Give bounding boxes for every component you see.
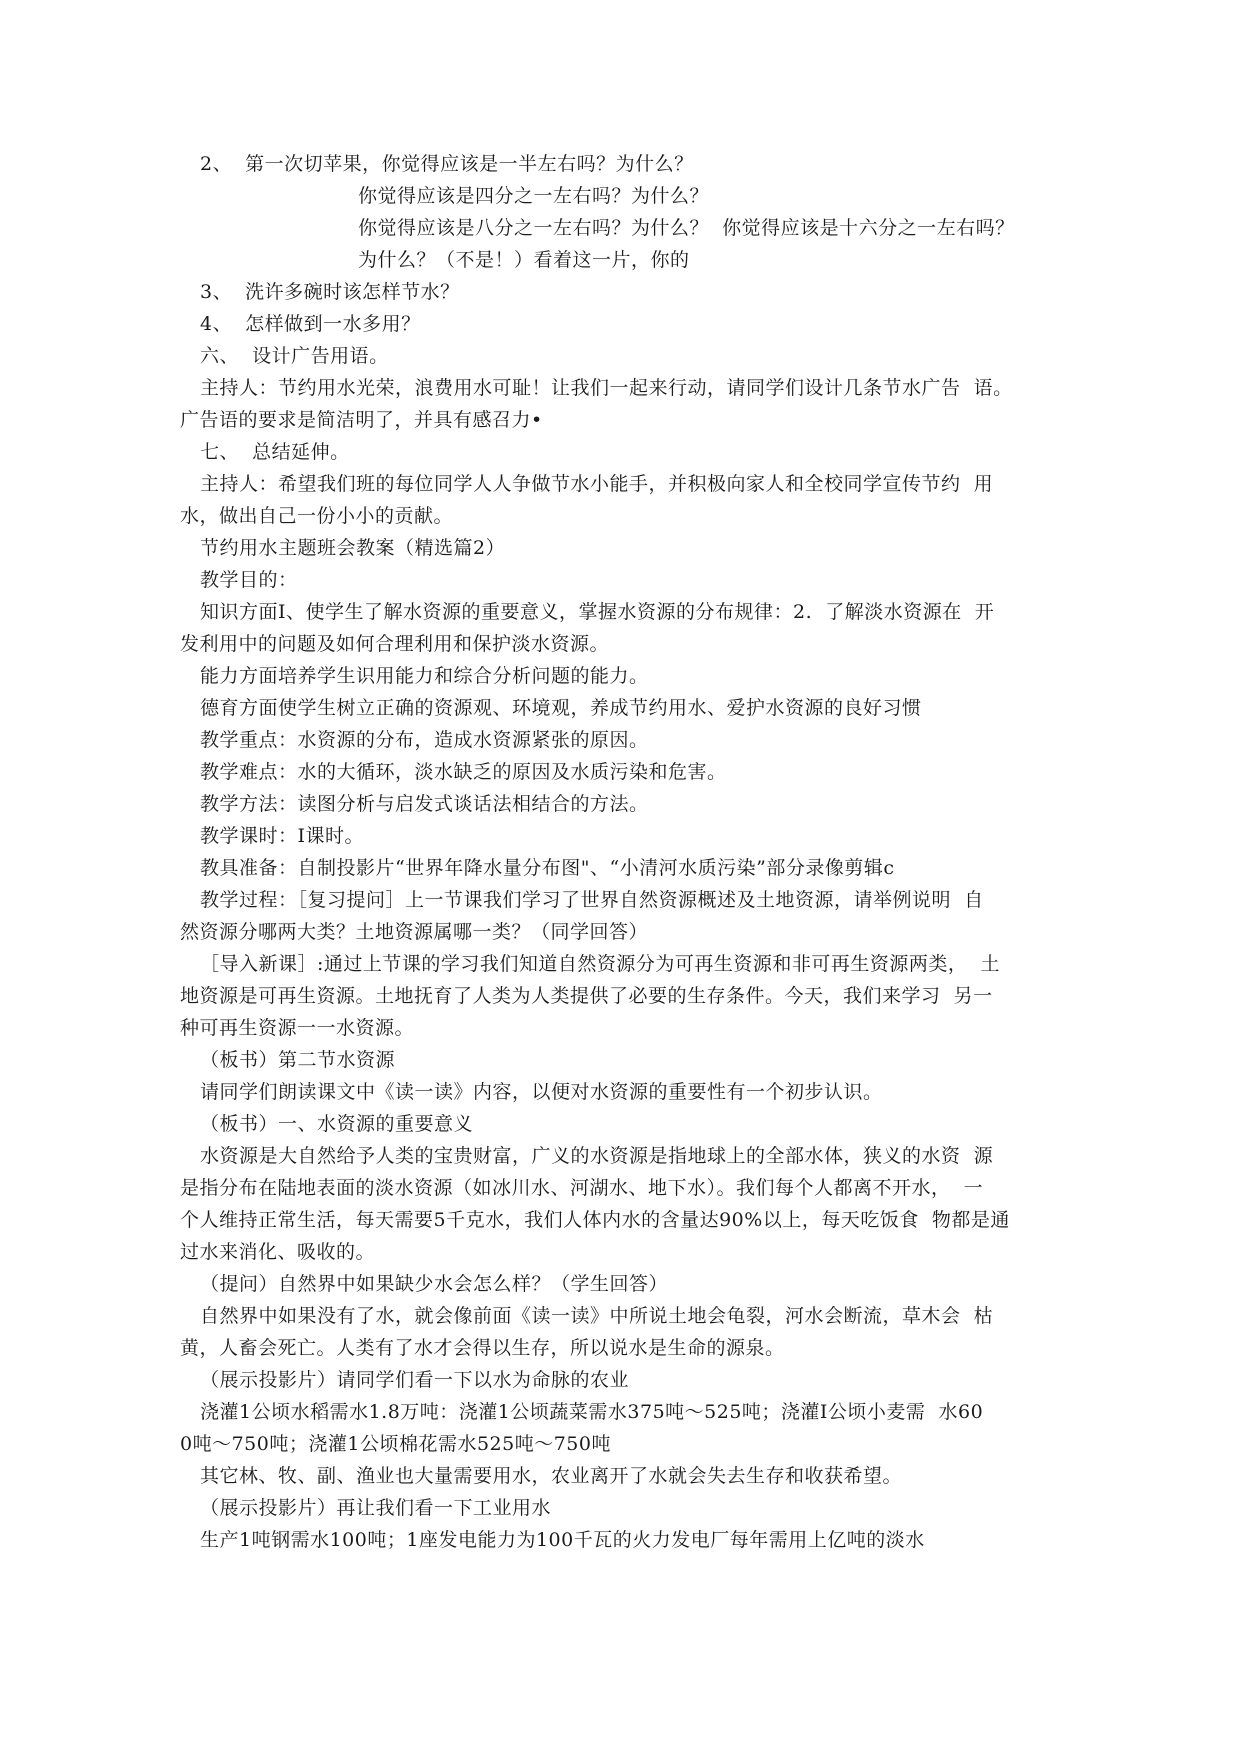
paragraph-line: 其它林、牧、副、渔业也大量需要用水，农业离开了水就会失去生存和收获希望。 bbox=[200, 1465, 903, 1487]
paragraph-line: 是指分布在陆地表面的淡水资源（如冰川水、河湖水、地下水）。我们每个人都离不开水， 一 bbox=[180, 1177, 984, 1199]
paragraph-line: 个人维持正常生活，每天需要5千克水，我们人体内水的含量达90%以上，每天吃饭食 物都是通 bbox=[180, 1209, 1010, 1231]
paragraph-line: 教学课时：I课时。 bbox=[200, 825, 365, 847]
paragraph-line: 能力方面培养学生识用能力和综合分析问题的能力。 bbox=[200, 665, 649, 687]
paragraph-line: 教具准备：自制投影片“世界年降水量分布图"、“小清河水质污染”部分录像剪辑c bbox=[200, 857, 895, 879]
paragraph-line: 种可再生资源一一水资源。 bbox=[180, 1017, 415, 1039]
paragraph-line: 教学目的： bbox=[200, 569, 298, 591]
paragraph-line: ［导入新课］:通过上节课的学习我们知道自然资源分为可再生资源和非可再生资源两类， 土 bbox=[200, 953, 1000, 975]
paragraph-line: 过水来消化、吸收的。 bbox=[180, 1241, 376, 1263]
paragraph-line: 发利用中的问题及如何合理利用和保护淡水资源。 bbox=[180, 633, 610, 655]
section-heading-7: 七、 总结延伸。 bbox=[200, 441, 350, 463]
lesson-title: 节约用水主题班会教案（精选篇2） bbox=[200, 537, 506, 559]
paragraph-line: 主持人：节约用水光荣，浪费用水可耻！让我们一起来行动，请同学们设计几条节水广告 语。 bbox=[200, 377, 1013, 399]
board-note: （板书）第二节水资源 bbox=[200, 1049, 396, 1071]
paragraph-line: 然资源分哪两大类？土地资源属哪一类？（同学回答） bbox=[180, 921, 649, 943]
paragraph-line: 教学方法：读图分析与启发式谈话法相结合的方法。 bbox=[200, 793, 649, 815]
paragraph-line: 教学难点：水的大循环，淡水缺乏的原因及水质污染和危害。 bbox=[200, 761, 727, 783]
paragraph-line: 水资源是大自然给予人类的宝贵财富，广义的水资源是指地球上的全部水体，狭义的水资 源 bbox=[200, 1145, 994, 1167]
paragraph-line: 自然界中如果没有了水，就会像前面《读一读》中所说土地会龟裂，河水会断流，草木会 枯 bbox=[200, 1305, 994, 1327]
paragraph-line: 广告语的要求是简洁明了，并具有感召力• bbox=[180, 409, 543, 431]
paragraph-line: 地资源是可再生资源。土地抚育了人类为人类提供了必要的生存条件。今天，我们来学习 另一 bbox=[180, 985, 993, 1007]
question-line: 为什么？（不是！）看着这一片，你的 bbox=[358, 249, 690, 271]
section-heading-6: 六、 设计广告用语。 bbox=[200, 345, 389, 367]
question-line: 你觉得应该是四分之一左右吗？为什么？ bbox=[358, 185, 710, 207]
paragraph-line: 浇灌1公顷水稻需水1.8万吨：浇灌1公顷蔬菜需水375吨～525吨；浇灌I公顷小麦需 水60 bbox=[200, 1401, 984, 1423]
list-item-4: 4、 怎样做到一水多用？ bbox=[200, 313, 421, 335]
paragraph-line: 主持人：希望我们班的每位同学人人争做节水小能手，并积极向家人和全校同学宣传节约 用 bbox=[200, 473, 994, 495]
paragraph-line: 0吨～750吨；浇灌1公顷棉花需水525吨～750吨 bbox=[180, 1433, 611, 1455]
board-note: （板书）一、水资源的重要意义 bbox=[200, 1113, 474, 1135]
paragraph-line: 生产1吨钢需水100吨；1座发电能力为100千瓦的火力发电厂每年需用上亿吨的淡水 bbox=[200, 1529, 925, 1551]
question-line: 你觉得应该是八分之一左右吗？为什么？ 你觉得应该是十六分之一左右吗？ bbox=[358, 217, 1015, 239]
paragraph-line: （展示投影片）再让我们看一下工业用水 bbox=[200, 1497, 552, 1519]
paragraph-line: （提问）自然界中如果缺少水会怎么样？（学生回答） bbox=[200, 1273, 669, 1295]
paragraph-line: 知识方面I、使学生了解水资源的重要意义，掌握水资源的分布规律：2. 了解淡水资源在 开 bbox=[200, 601, 995, 623]
list-item-2: 2、 第一次切苹果，你觉得应该是一半左右吗？为什么？ bbox=[200, 153, 694, 175]
paragraph-line: 黄，人畜会死亡。人类有了水才会得以生存，所以说水是生命的源泉。 bbox=[180, 1337, 785, 1359]
paragraph-line: 教学重点：水资源的分布，造成水资源紧张的原因。 bbox=[200, 729, 649, 751]
paragraph-line: 水，做出自己一份小小的贡献。 bbox=[180, 505, 454, 527]
paragraph-line: 请同学们朗读课文中《读一读》内容，以便对水资源的重要性有一个初步认识。 bbox=[200, 1081, 883, 1103]
paragraph-line: 德育方面使学生树立正确的资源观、环境观，养成节约用水、爱护水资源的良好习惯 bbox=[200, 697, 922, 719]
paragraph-line: 教学过程：［复习提问］上一节课我们学习了世界自然资源概述及土地资源，请举例说明 自 bbox=[200, 889, 984, 911]
paragraph-line: （展示投影片）请同学们看一下以水为命脉的农业 bbox=[200, 1369, 630, 1391]
list-item-3: 3、 洗许多碗时该怎样节水？ bbox=[200, 281, 460, 303]
